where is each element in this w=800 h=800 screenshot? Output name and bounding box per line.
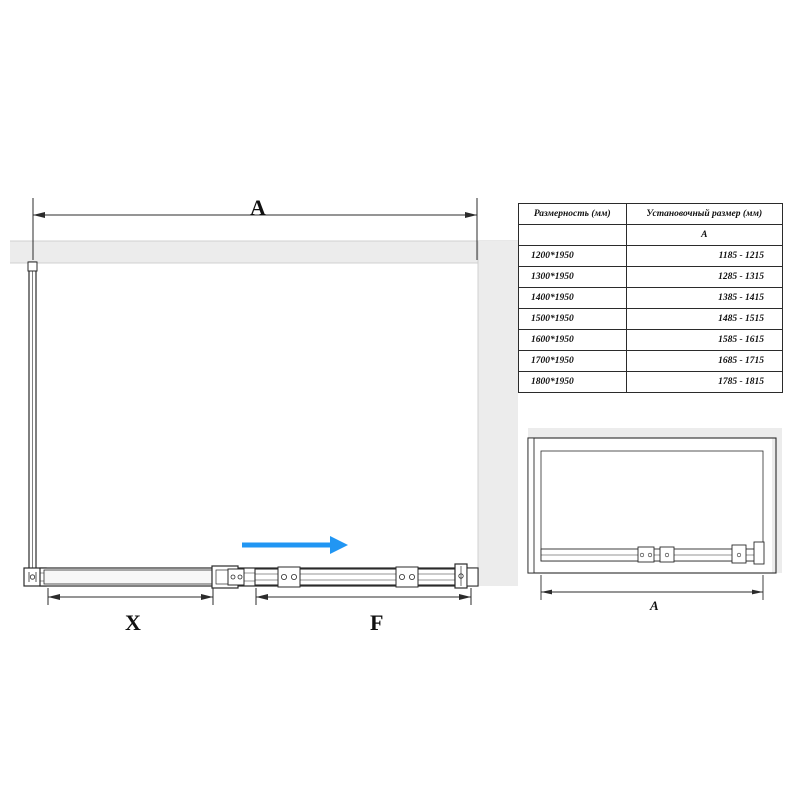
bottom-track-assembly [40, 564, 478, 588]
roller-carriage-mid [278, 567, 300, 587]
front-left-profile [528, 438, 534, 573]
left-vertical-profile [24, 262, 46, 586]
sliding-direction-arrow [242, 536, 348, 554]
table-subheader-a: A [626, 225, 782, 246]
table-cell-size: 1700*1950 [519, 351, 627, 372]
dimension-label-A: A [250, 195, 267, 220]
table-cell-size: 1600*1950 [519, 330, 627, 351]
table-cell-value: 1285 - 1315 [626, 267, 782, 288]
table-header-install: Установочный размер (мм) [626, 204, 782, 225]
table-row [519, 246, 783, 267]
table-cell-size: 1200*1950 [519, 246, 627, 267]
table-subheader-empty [519, 225, 627, 246]
table-row [519, 330, 783, 351]
specification-table [518, 203, 783, 393]
roller-carriage-right [396, 567, 418, 587]
table-row [519, 309, 783, 330]
table-row [519, 267, 783, 288]
table-row [519, 288, 783, 309]
front-inner-glass [541, 451, 763, 561]
table-cell-size: 1500*1950 [519, 309, 627, 330]
front-hardware-row [541, 542, 764, 564]
table-cell-size: 1300*1950 [519, 267, 627, 288]
table-header-row [519, 204, 783, 225]
front-dimension-label-A: A [650, 598, 659, 613]
table-cell-value: 1185 - 1215 [626, 246, 782, 267]
table-cell-value: 1785 - 1815 [626, 372, 782, 393]
table-cell-value: 1385 - 1415 [626, 288, 782, 309]
roller-carriage-left [228, 569, 244, 585]
table-subheader-row [519, 225, 783, 246]
wall-band [10, 241, 518, 263]
table-cell-size: 1400*1950 [519, 288, 627, 309]
table-row [519, 372, 783, 393]
table-cell-size: 1800*1950 [519, 372, 627, 393]
front-dimension-line-A [541, 575, 763, 600]
dimension-label-X: X [125, 610, 142, 635]
table-header-size: Размерность (мм) [519, 204, 627, 225]
dimension-lines-bottom [48, 588, 471, 605]
table-cell-value: 1585 - 1615 [626, 330, 782, 351]
table-row [519, 351, 783, 372]
table-cell-value: 1685 - 1715 [626, 351, 782, 372]
dimension-label-F: F [370, 610, 384, 635]
table-cell-value: 1485 - 1515 [626, 309, 782, 330]
